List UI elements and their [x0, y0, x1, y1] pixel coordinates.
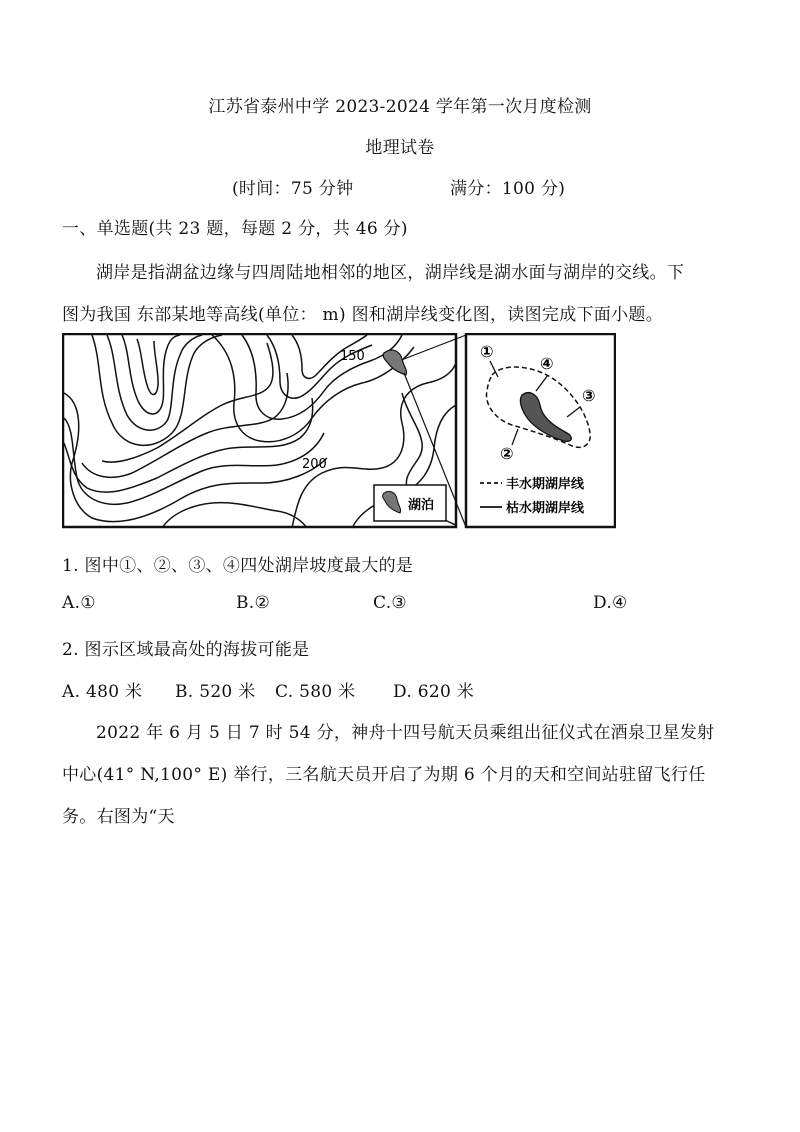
marker-1: ①	[480, 342, 494, 361]
question-2-option-b: B. 520 米	[175, 682, 256, 702]
exam-title: 江苏省泰州中学 2023-2024 学年第一次月度检测	[208, 97, 592, 117]
section-heading: 一、单选题(共 23 题，每题 2 分，共 46 分)	[62, 219, 408, 239]
legend-dry-label: 枯水期湖岸线	[506, 501, 585, 516]
question-1-option-c: C.③	[373, 593, 407, 613]
marker-3: ③	[582, 386, 596, 405]
question-1-stem: 1. 图中①、②、③、④四处湖岸坡度最大的是	[62, 556, 414, 576]
contour-map-figure	[62, 333, 616, 529]
question-2-stem: 2. 图示区域最高处的海拔可能是	[62, 640, 310, 660]
question-2-option-d: D. 620 米	[393, 682, 475, 702]
exam-time: (时间：75 分钟	[232, 179, 354, 199]
question-1-option-b: B.②	[236, 593, 271, 613]
passage-2-line-3: 务。右图为“天	[62, 807, 175, 827]
question-2-option-a: A. 480 米	[62, 682, 143, 702]
legend-wet-label: 丰水期湖岸线	[506, 477, 585, 492]
passage-2-line-2: 中心(41° N,100° E) 举行，三名航天员开启了为期 6 个月的天和空间站驻留飞行任	[62, 765, 706, 785]
question-2-option-c: C. 580 米	[275, 682, 356, 702]
marker-4: ④	[540, 354, 554, 373]
marker-2: ②	[500, 444, 514, 463]
exam-score: 满分：100 分)	[450, 179, 566, 199]
contour-label-150: 150	[340, 349, 365, 364]
intro-paragraph-line-2: 图为我国 东部某地等高线(单位： m) 图和湖岸线变化图，读图完成下面小题。	[62, 305, 663, 325]
question-1-option-d: D.④	[593, 593, 628, 613]
passage-2-line-1: 2022 年 6 月 5 日 7 时 54 分，神舟十四号航天员乘组出征仪式在酒泉卫星发射	[96, 723, 715, 743]
lake-legend-label: 湖泊	[408, 498, 435, 513]
contour-label-200: 200	[302, 457, 327, 472]
exam-subject: 地理试卷	[365, 138, 435, 158]
intro-paragraph-line-1: 湖岸是指湖盆边缘与四周陆地相邻的地区，湖岸线是湖水面与湖岸的交线。下	[96, 263, 685, 283]
question-1-option-a: A.①	[62, 593, 96, 613]
